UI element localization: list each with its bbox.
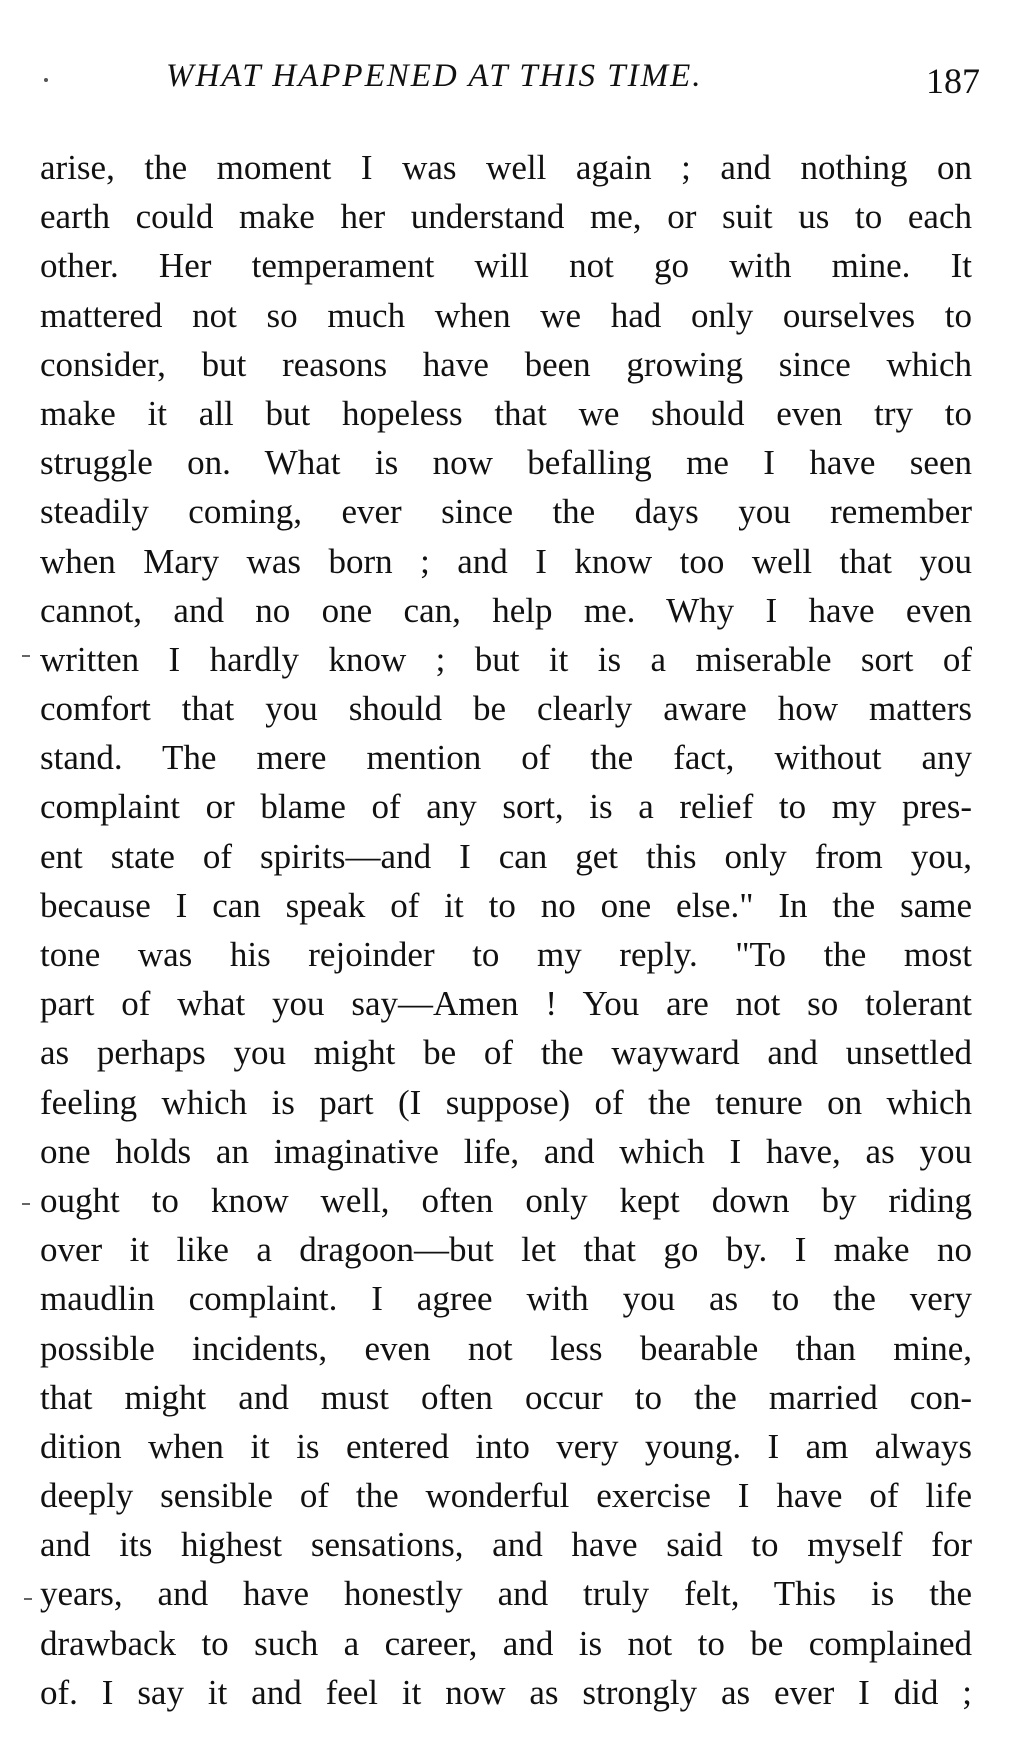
text-line: struggle on. What is now befalling me I have seen bbox=[40, 443, 972, 483]
text-line: make it all but hopeless that we should even try to bbox=[40, 393, 972, 433]
text-line: part of what you say—Amen ! You are not so tolerant bbox=[40, 984, 972, 1024]
text-line: dition when it is entered into very young. I am always bbox=[40, 1426, 972, 1466]
text-line: of. I say it and feel it now as strongly as ever I did ; bbox=[40, 1672, 972, 1712]
text-line: cannot, and no one can, help me. Why I have even bbox=[40, 590, 972, 630]
text-line: ought to know well, often only kept down by riding bbox=[40, 1180, 972, 1220]
text-line: arise, the moment I was well again ; and nothing on bbox=[40, 148, 972, 187]
text-line: possible incidents, even not less bearable than mine, bbox=[40, 1328, 972, 1368]
running-head bbox=[40, 58, 980, 102]
text-line: comfort that you should be clearly aware how matters bbox=[40, 689, 972, 729]
text-line: consider, but reasons have been growing since which bbox=[40, 344, 972, 384]
text-line: that might and must often occur to the married con- bbox=[40, 1377, 972, 1417]
text-line: years, and have honestly and truly felt, This is the bbox=[40, 1574, 972, 1614]
text-line: deeply sensible of the wonderful exercise I have of life bbox=[40, 1476, 972, 1516]
text-line: one holds an imaginative life, and which I have, as you bbox=[40, 1131, 972, 1171]
text-line: earth could make her understand me, or suit us to each bbox=[40, 197, 972, 237]
running-title: WHAT HAPPENED AT THIS TIME. bbox=[166, 58, 703, 94]
text-line: tone was his rejoinder to my reply. "To the most bbox=[40, 935, 972, 974]
text-line: other. Her temperament will not go with mine. It bbox=[40, 246, 972, 286]
page-number: 187 bbox=[926, 61, 980, 101]
text-line: maudlin complaint. I agree with you as to the very bbox=[40, 1279, 972, 1319]
text-line: complaint or blame of any sort, is a relief to my pres- bbox=[40, 787, 972, 827]
margin-mark bbox=[22, 655, 30, 657]
text-line: over it like a dragoon—but let that go by. I make no bbox=[40, 1230, 972, 1270]
text-line: feeling which is part (I suppose) of the tenure on which bbox=[40, 1082, 972, 1122]
margin-mark bbox=[22, 1203, 30, 1205]
text-line: drawback to such a career, and is not to be complained bbox=[40, 1623, 972, 1663]
text-line: stand. The mere mention of the fact, without any bbox=[40, 738, 972, 778]
text-line: steadily coming, ever since the days you remember bbox=[40, 492, 972, 532]
text-line: and its highest sensations, and have said to myself for bbox=[40, 1525, 972, 1565]
header-dot bbox=[44, 78, 48, 82]
text-line: written I hardly know ; but it is a miserable sort of bbox=[40, 639, 972, 679]
text-line: mattered not so much when we had only ourselves to bbox=[40, 295, 972, 335]
text-line: as perhaps you might be of the wayward and unsettled bbox=[40, 1033, 972, 1073]
text-line: when Mary was born ; and I know too well that you bbox=[40, 541, 972, 581]
body-text bbox=[40, 143, 972, 1717]
text-line: because I can speak of it to no one else." In the same bbox=[40, 885, 972, 925]
margin-mark bbox=[24, 1598, 32, 1600]
text-line: ent state of spirits—and I can get this only from you, bbox=[40, 836, 972, 876]
